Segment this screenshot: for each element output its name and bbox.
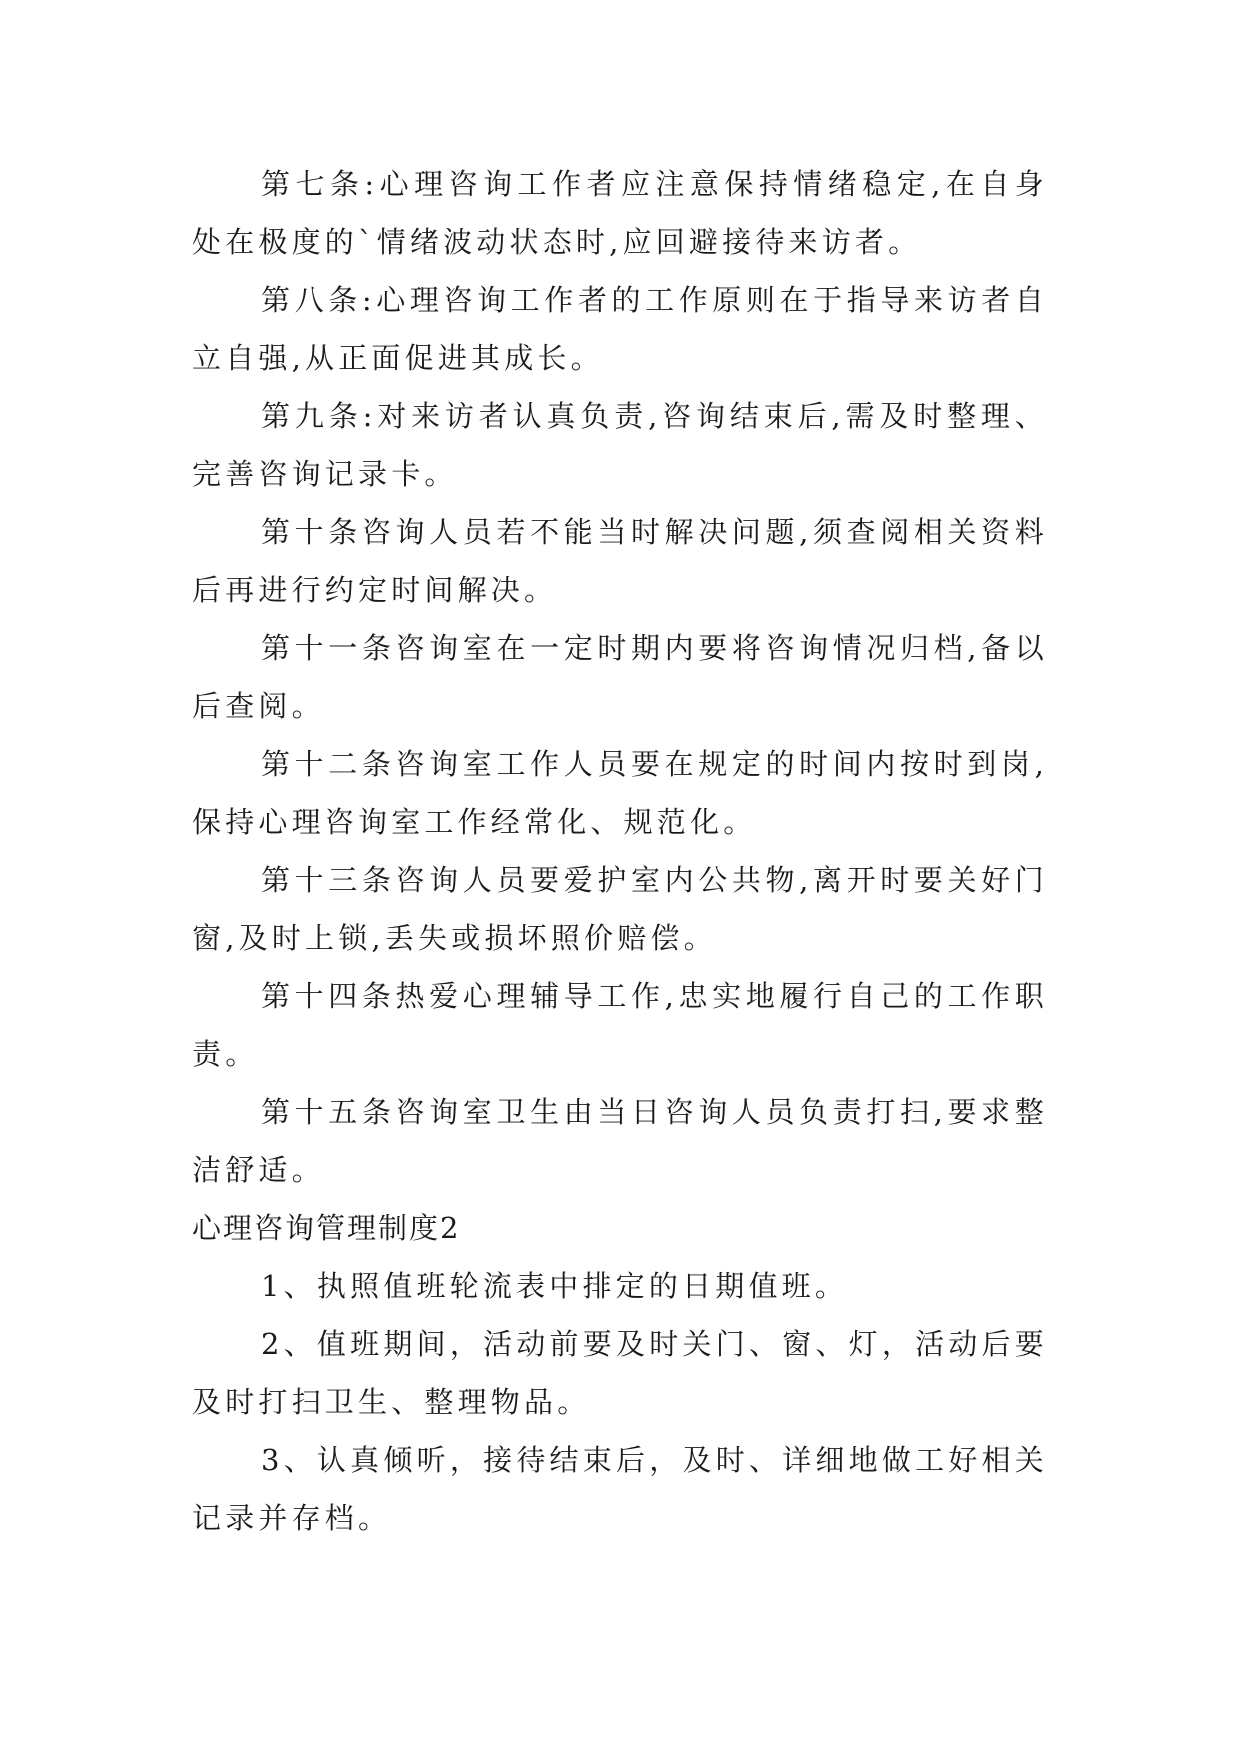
section-title: 心理咨询管理制度2: [192, 1211, 461, 1245]
article-11: 第十一条咨询室在一定时期内要将咨询情况归档,备以后查阅。: [192, 631, 1048, 723]
article-14: 第十四条热爱心理辅导工作,忠实地履行自己的工作职责。: [192, 979, 1048, 1071]
article-9: 第九条:对来访者认真负责,咨询结束后,需及时整理、完善咨询记录卡。: [192, 399, 1048, 491]
article-8: 第八条:心理咨询工作者的工作原则在于指导来访者自立自强,从正面促进其成长。: [192, 283, 1048, 375]
article-13: 第十三条咨询人员要爱护室内公共物,离开时要关好门窗,及时上锁,丢失或损坏照价赔偿。: [192, 863, 1048, 955]
article-15: 第十五条咨询室卫生由当日咨询人员负责打扫,要求整洁舒适。: [192, 1095, 1048, 1187]
rule-item-1: 1、执照值班轮流表中排定的日期值班。: [261, 1269, 849, 1303]
rule-item-3: 3、认真倾听，接待结束后，及时、详细地做工好相关记录并存档。: [192, 1443, 1048, 1535]
rule-item-2: 2、值班期间，活动前要及时关门、窗、灯，活动后要及时打扫卫生、整理物品。: [192, 1327, 1048, 1419]
article-10: 第十条咨询人员若不能当时解决问题,须查阅相关资料后再进行约定时间解决。: [192, 515, 1048, 607]
document-body: [192, 155, 1048, 1547]
article-12: 第十二条咨询室工作人员要在规定的时间内按时到岗,保持心理咨询室工作经常化、规范化。: [192, 747, 1048, 839]
article-7: 第七条:心理咨询工作者应注意保持情绪稳定,在自身处在极度的`情绪波动状态时,应回避接待来访者。: [192, 167, 1048, 259]
